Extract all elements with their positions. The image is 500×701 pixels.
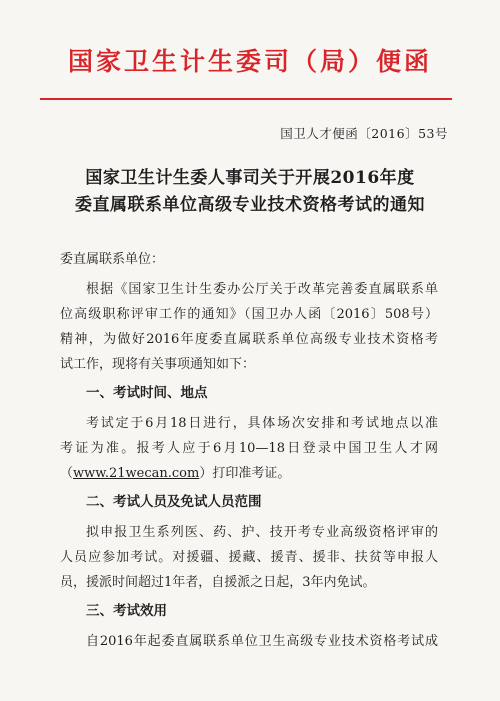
intro-line-3: 精神，为做好2016年度委直属联系单位高级专业技术资格考	[60, 332, 438, 347]
intro-line-2: 位高级职称评审工作的通知》（国卫办人函〔2016〕508号）	[60, 307, 438, 322]
intro-line-1: 根据《国家卫生计生委办公厅关于改革完善委直属联系单	[86, 282, 438, 297]
section-3-line-1: 自2016年起委直属联系单位卫生高级专业技术资格考试成	[86, 634, 438, 649]
section-2-heading: 二、考试人员及免试人员范围	[86, 494, 262, 510]
section-2-line-1: 拟申报卫生系列医、药、护、技开考专业高级资格评审的	[86, 525, 438, 540]
section-1-line-1: 考试定于6月18日进行，具体场次安排和考试地点以准	[86, 416, 438, 431]
section-2-line-3: 员，援派时间超过1年者，自援派之日起，3年内免试。	[60, 575, 376, 590]
intro-line-4: 试工作，现将有关事项通知如下：	[60, 357, 256, 372]
document-title-line-1: 国家卫生计生委人事司关于开展2016年度	[85, 168, 415, 188]
masthead-title: 国家卫生计生委司（局）便函	[67, 47, 432, 76]
red-divider-line	[40, 98, 452, 100]
document-number: 国卫人才便函〔2016〕53号	[280, 126, 448, 141]
document-title-line-2: 委直属联系单位高级专业技术资格考试的通知	[75, 195, 425, 215]
section-1-heading: 一、考试时间、地点	[86, 385, 208, 401]
section-3-heading: 三、考试效用	[86, 603, 167, 619]
salutation: 委直属联系单位：	[60, 252, 165, 267]
website-link[interactable]: www.21wecan.com	[73, 466, 200, 481]
section-1-line-3: （www.21wecan.com）打印准考证。	[60, 466, 291, 481]
section-2-line-2: 人员应参加考试。对援疆、援藏、援青、援非、扶贫等申报人	[60, 550, 438, 565]
section-1-line-2: 考证为准。报考人应于6月10—18日登录中国卫生人才网	[60, 441, 438, 456]
